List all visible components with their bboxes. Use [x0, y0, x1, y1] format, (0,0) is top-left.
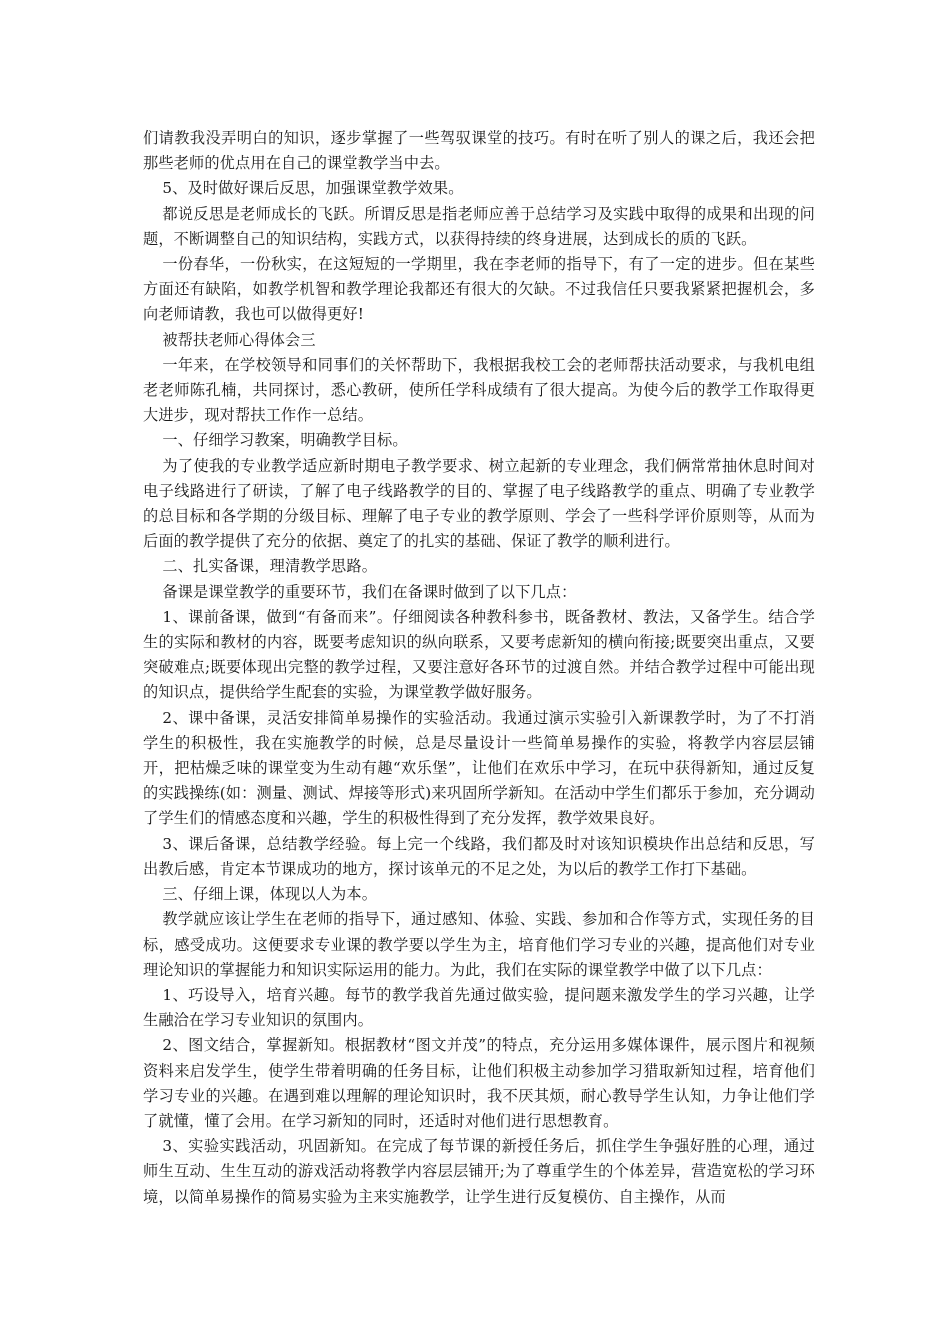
paragraph: 1、巧设导入，培育兴趣。每节的教学我首先通过做实验，提问题来激发学生的学习兴趣，让学生融洽在学习专业知识的氛围内。 [143, 985, 815, 1030]
paragraph: 为了使我的专业教学适应新时期电子教学要求、树立起新的专业理念，我们俩常常抽休息时间对电子线路进行了研读，了解了电子线路教学的目的、掌握了电子线路教学的重点、明确了专业教学的总目标和各学期的分级目标、理解了电子专业的教学原则、学会了一些科学评价原则等，从而为后面的教学提供了充分的依据、奠定了的扎实的基础、保证了教学的顺利进行。 [143, 456, 815, 551]
paragraph: 都说反思是老师成长的飞跃。所谓反思是指老师应善于总结学习及实践中取得的成果和出现的问题，不断调整自己的知识结构，实践方式，以获得持续的终身进展，达到成长的质的飞跃。 [143, 204, 815, 248]
paragraph: 教学就应该让学生在老师的指导下，通过感知、体验、实践、参加和合作等方式，实现任务的目标，感受成功。这便要求专业课的教学要以学生为主，培育他们学习专业的兴趣，提高他们对专业理论知识的掌握能力和知识实际运用的能力。为此，我们在实际的课堂教学中做了以下几点： [143, 910, 815, 979]
paragraph: 一年来，在学校领导和同事们的关怀帮助下，我根据我校工会的老师帮扶活动要求，与我机电组老老师陈孔楠，共同探讨，悉心教研，使所任学科成绩有了很大提高。为使今后的教学工作取得更大进步，现对帮扶工作作一总结。 [143, 355, 815, 425]
paragraph: 3、课后备课，总结教学经验。每上完一个线路，我们都及时对该知识模块作出总结和反思，写出教后感，肯定本节课成功的地方，探讨该单元的不足之处，为以后的教学工作打下基础。 [143, 834, 815, 878]
section-heading: 一、仔细学习教案，明确教学目标。 [162, 431, 408, 450]
paragraph: 一份春华，一份秋实，在这短短的一学期里，我在李老师的指导下，有了一定的进步。但在某些方面还有缺陷，如教学机智和教学理论我都还有很大的欠缺。不过我信任只要我紧紧把握机会，多向老师请教，我也可以做得更好! [143, 255, 815, 324]
section-heading: 二、扎实备课，理清教学思路。 [162, 557, 378, 576]
section-title: 被帮扶老师心得体会三 [162, 330, 316, 349]
paragraph: 3、实验实践活动，巩固新知。在完成了每节课的新授任务后，抓住学生争强好胜的心理，通过师生互动、生生互动的游戏活动将教学内容层层铺开;为了尊重学生的个体差异，营造宽松的学习环境，以简单易操作的简易实验为主来实施教学，让学生进行反复模仿、自主操作，从而 [143, 1137, 815, 1206]
paragraph: 2、课中备课，灵活安排简单易操作的实验活动。我通过演示实验引入新课教学时，为了不打消学生的积极性，我在实施教学的时候，总是尽量设计一些简单易操作的实验，将教学内容层层铺开，把枯燥乏味的课堂变为生动有趣“欢乐堡”，让他们在欢乐中学习，在玩中获得新知，通过反复的实践操练(如：测量、测试、焊接等形式)来巩固所学新知。在活动中学生们都乐于参加，充分调动了学生们的情感态度和兴趣，学生的积极性得到了充分发挥，教学效果良好。 [143, 708, 815, 828]
document-body [143, 126, 815, 1210]
paragraph: 5、及时做好课后反思，加强课堂教学效果。 [162, 179, 464, 198]
paragraph: 1、课前备课，做到“有备而来”。仔细阅读各种教科参书，既备教材、教法，又备学生。结合学生的实际和教材的内容，既要考虑知识的纵向联系，又要考虑新知的横向衔接;既要突出重点，又要突破难点;既要体现出完整的教学过程，又要注意好各环节的过渡自然。并结合教学过程中可能出现的知识点，提供给学生配套的实验，为课堂教学做好服务。 [143, 607, 815, 702]
section-heading: 三、仔细上课，体现以人为本。 [162, 885, 378, 904]
paragraph: 备课是课堂教学的重要环节，我们在备课时做到了以下几点： [162, 582, 577, 601]
paragraph: 2、图文结合，掌握新知。根据教材“图文并茂”的特点，充分运用多媒体课件，展示图片和视频资料来启发学生，使学生带着明确的任务目标，让他们积极主动参加学习猎取新知过程，培育他们学习专业的兴趣。在遇到难以理解的理论知识时，我不厌其烦，耐心教导学生认知，力争让他们学了就懂，懂了会用。在学习新知的同时，还适时对他们进行思想教育。 [143, 1036, 815, 1130]
paragraph: 们请教我没弄明白的知识，逐步掌握了一些驾驭课堂的技巧。有时在听了别人的课之后，我还会把那些老师的优点用在自己的课堂教学当中去。 [143, 129, 815, 173]
